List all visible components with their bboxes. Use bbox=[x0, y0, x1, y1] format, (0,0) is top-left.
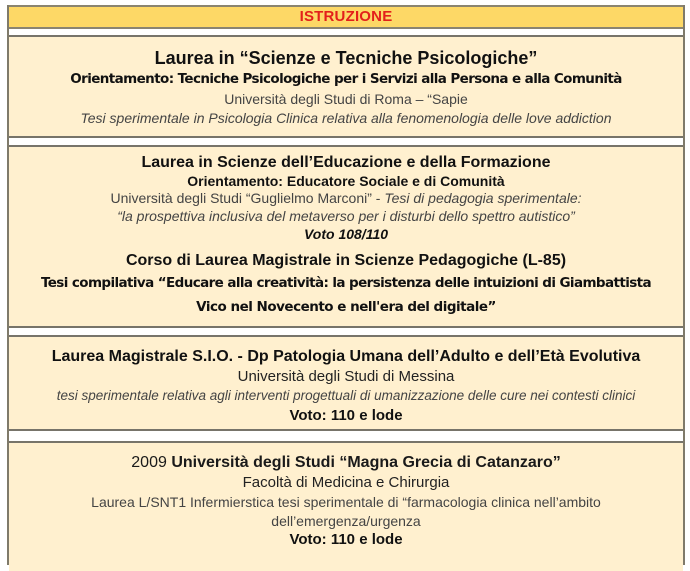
university-line bbox=[9, 190, 683, 207]
university-line bbox=[9, 452, 683, 473]
thesis-description: tesi sperimentale relativa agli interventi progettuali di umanizzazione delle cure nei contesti clinici bbox=[56, 388, 636, 403]
degree-orientation: Orientamento: Tecniche Psicologiche per i Servizi alla Persona e alla Comunità bbox=[70, 71, 622, 87]
graduation-year: 2009 bbox=[131, 454, 172, 471]
thesis-intro: Tesi di pedagogia sperimentale: bbox=[384, 190, 582, 206]
education-table bbox=[7, 5, 685, 565]
education-entry-2 bbox=[9, 145, 683, 328]
faculty-name: Facoltà di Medicina e Chirurgia bbox=[242, 474, 450, 491]
education-entry-3 bbox=[9, 335, 683, 431]
university-name: Università degli Studi “Guglielmo Marconi” - bbox=[110, 190, 385, 206]
sub-course-thesis-line2: Vico nel Novecento e nell'era del digitale” bbox=[196, 299, 496, 315]
thesis-line1: Laurea L/SNT1 Infermierstica tesi sperimentale di “farmacologia clinica nell’ambito bbox=[91, 494, 601, 510]
thesis-description: Tesi sperimentale in Psicologia Clinica relativa alla fenomenologia delle love addiction bbox=[80, 110, 612, 126]
degree-title: Laurea Magistrale S.I.O. - Dp Patologia Umana dell’Adulto e dell’Età Evolutiva bbox=[51, 348, 641, 365]
education-entry-4 bbox=[9, 441, 683, 571]
sub-course-thesis-line1: Tesi compilativa “Educare alla creatività: la persistenza delle intuizioni di Giambattista bbox=[40, 275, 652, 291]
final-grade: Voto: 110 e lode bbox=[289, 407, 403, 424]
degree-title: Laurea in Scienze dell’Educazione e della Formazione bbox=[141, 154, 551, 171]
thesis-description: “la prospettiva inclusiva del metaverso per i disturbi dello spettro autistico” bbox=[117, 208, 575, 224]
thesis-line2: dell’emergenza/urgenza bbox=[271, 513, 421, 529]
degree-title: Laurea in “Scienze e Tecniche Psicologiche” bbox=[154, 48, 538, 68]
education-entry-1 bbox=[9, 35, 683, 138]
final-grade: Voto: 110 e lode bbox=[289, 531, 403, 548]
section-title: ISTRUZIONE bbox=[299, 8, 393, 25]
section-header bbox=[9, 5, 683, 29]
university-name: Università degli Studi di Messina bbox=[237, 368, 455, 385]
university-name: Università degli Studi di Roma – “Sapie bbox=[224, 91, 468, 107]
degree-orientation: Orientamento: Educatore Sociale e di Comunità bbox=[187, 173, 505, 189]
sub-course-title: Corso di Laurea Magistrale in Scienze Pedagogiche (L-85) bbox=[125, 252, 567, 269]
university-name: Università degli Studi “Magna Grecia di Catanzaro” bbox=[171, 454, 561, 471]
final-grade: Voto 108/110 bbox=[303, 226, 389, 242]
